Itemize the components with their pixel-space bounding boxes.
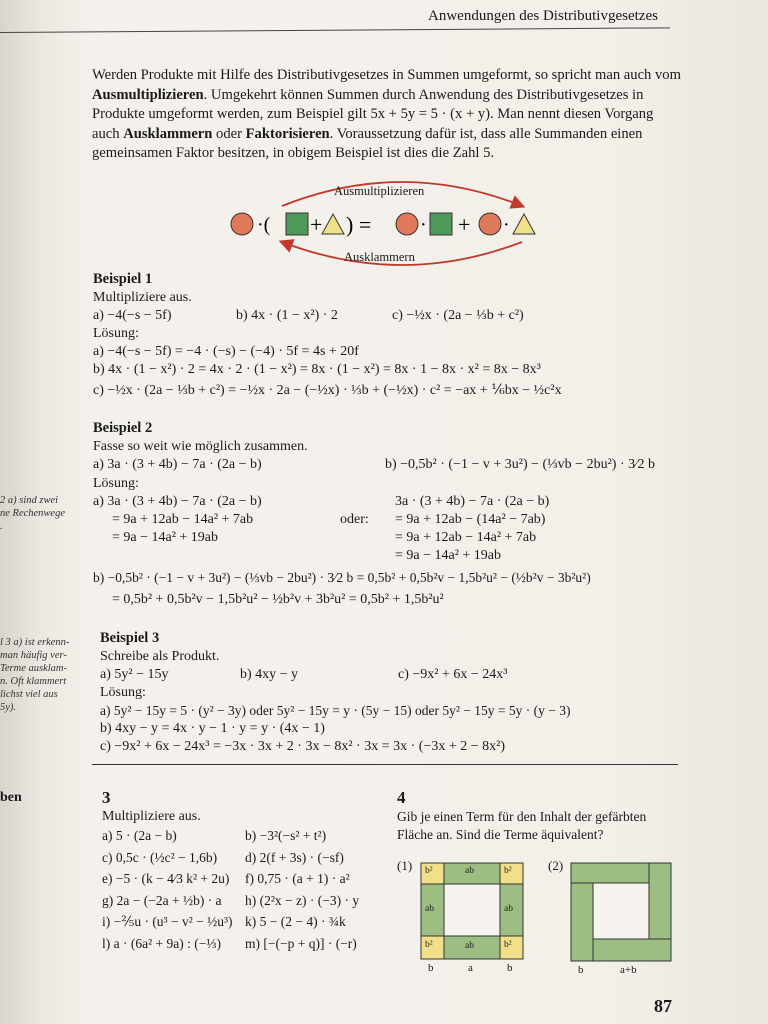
fig2-axis-ab: a+b: [620, 964, 637, 976]
circle-shape-2: [396, 213, 418, 235]
task3-title: Multipliziere aus.: [102, 809, 201, 824]
beispiel1-b: b) 4x · (1 − x²) · 2: [236, 308, 338, 323]
beispiel2-solution-b2: = 0,5b² + 0,5b²v − 1,5b²u² − ½b²v + 3b²u² = 0,5b² + 1,5b²u²: [112, 592, 444, 607]
beispiel3-b: b) 4xy − y: [240, 667, 299, 682]
beispiel2-solution-b1: b) −0,5b² · (−1 − v + 3u²) − (⅓vb − 2bu²) · 3⁄2 b = 0,5b² + 0,5b²v − 1,5b²u² − (½b²v − 3b²u²): [93, 570, 591, 585]
task3-row: e) −5 · (k − 4⁄3 k² + 2u) f) 0,75 · (a + 1) · a²: [102, 871, 350, 886]
task4-title: Gib je einen Term für den Inhalt der gefärbten Fläche an. Sind die Terme äquivalent?: [397, 809, 647, 842]
svg-text:) =: ) =: [346, 212, 372, 237]
figure-2-svg: [570, 862, 672, 962]
beispiel2-r4: = 9a − 14a² + 19ab: [395, 548, 502, 563]
fig1-ab-top: ab: [465, 866, 474, 876]
beispiel1-solution-a: a) −4(−s − 5f) = −4 · (−s) − (−4) · 5f = 4s + 20f: [93, 344, 359, 359]
intro-paragraph: Werden Produkte mit Hilfe des Distributivgesetzes in Summen umgeformt, so spricht man auch vom Ausmultiplizieren. Umgekehrt können Summen durch Anwendung des Distributivgesetzes in Produkte umgeformt werden, zum Beispiel gilt 5x + 5y = 5 · (x + y). Man nennt diesen Vorgang auch Ausklammern oder Faktorisieren. Voraussetzung dafür ist, dass alle Summanden einen gemeinsamen Faktor besitzen, in obigem Beispiel ist dies die Zahl 5.: [92, 67, 681, 161]
margin-tab-label: ben: [0, 790, 22, 805]
fig1-b2-tl: b²: [425, 866, 433, 876]
figure-2: [570, 862, 672, 962]
fig1-axis-a: a: [468, 962, 473, 974]
beispiel3-title: Beispiel 3: [100, 630, 160, 646]
task3-row: a) 5 · (2a − b) b) −3²(−s² + t²): [102, 828, 327, 843]
fig1-ab-bottom: ab: [465, 941, 474, 951]
task3-number: 3: [102, 788, 111, 807]
beispiel1-c: c) −½x · (2a − ⅓b + c²): [392, 308, 524, 323]
fig1-b2-bl: b²: [425, 940, 433, 950]
beispiel3-solution-b: b) 4xy − y = 4x · y − 1 · y = y · (4x − 1): [100, 721, 325, 736]
running-head: Anwendungen des Distributivgesetzes: [428, 8, 658, 24]
square-shape: [286, 213, 308, 235]
beispiel1-solution-b: b) 4x · (1 − x²) · 2 = 4x · 2 · (1 − x²) = 8x · (1 − x²) = 8x · 1 − 8x · x² = 8x − 8x³: [93, 362, 541, 377]
label-ausklammern: Ausklammern: [344, 250, 415, 264]
margin-note-2: l 3 a) ist erkenn- man häufig ver- Terme ausklam- n. Oft klammert lichst viel aus 5y).: [0, 637, 70, 713]
beispiel3-solution-a: a) 5y² − 15y = 5 · (y² − 3y) oder 5y² − 15y = y · (5y − 15) oder 5y² − 15y = 5y · (y − 3): [100, 703, 571, 718]
task3-row: l) a · (6a² + 9a) : (−⅓) m) [−(−p + q)] · (−r): [102, 935, 357, 951]
fig2-label: (2): [548, 858, 564, 873]
fig1-ab-left: ab: [425, 904, 434, 914]
header-rule: [0, 27, 670, 33]
circle-shape-3: [479, 213, 501, 235]
fig1-axis-b-right: b: [507, 962, 513, 974]
task3-row: c) 0,5c · (½c² − 1,6b) d) 2(f + 3s) · (−sf): [102, 849, 344, 865]
fig1-b2-br: b²: [504, 940, 512, 950]
fig1-ab-right: ab: [504, 904, 513, 914]
label-ausmultiplizieren: Ausmultiplizieren: [334, 184, 425, 198]
svg-text:·: ·: [503, 214, 510, 236]
beispiel2-b: b) −0,5b² · (−1 − v + 3u²) − (⅓vb − 2bu²) · 3⁄2 b: [385, 457, 655, 472]
task3-row: i) −⅖u · (u³ − v² − ½u³) k) 5 − (2 − 4) · ¾k: [102, 914, 346, 929]
beispiel2-l3: = 9a − 14a² + 19ab: [112, 530, 219, 545]
task3-list: [102, 828, 359, 957]
fig2-axis-b: b: [578, 964, 584, 976]
fig1-label: (1): [397, 858, 413, 873]
task4-number: 4: [397, 788, 406, 807]
beispiel2-l2: = 9a + 12ab − 14a² + 7ab: [112, 512, 254, 527]
beispiel2-r2: = 9a + 12ab − (14a² − 7ab): [395, 512, 546, 527]
svg-text:·: ·: [420, 214, 427, 236]
svg-text:+: +: [458, 212, 471, 237]
svg-text:+: +: [310, 212, 323, 237]
beispiel2-r3: = 9a + 12ab − 14a² + 7ab: [395, 530, 537, 545]
beispiel2-task: Fasse so weit wie möglich zusammen.: [93, 439, 308, 454]
fig1-axis-b-left: b: [428, 962, 434, 974]
beispiel2-oder: oder:: [340, 512, 369, 527]
beispiel2-l1: a) 3a · (3 + 4b) − 7a · (2a − b): [93, 494, 262, 509]
beispiel1-title: Beispiel 1: [93, 271, 153, 287]
task3-row: g) 2a − (−2a + ½b) · a h) (2²x − z) · (−3) · y: [102, 892, 360, 908]
beispiel1-loesung: Lösung:: [93, 326, 139, 341]
fig1-b2-tr: b²: [504, 866, 512, 876]
beispiel2-loesung: Lösung:: [93, 476, 139, 491]
square-shape-2: [430, 213, 452, 235]
beispiel3-a: a) 5y² − 15y: [100, 667, 169, 682]
page-number: 87: [654, 996, 672, 1016]
circle-shape: [231, 213, 253, 235]
figure-1: [420, 862, 524, 960]
beispiel2-a: a) 3a · (3 + 4b) − 7a · (2a − b): [93, 457, 262, 472]
beispiel3-solution-c: c) −9x² + 6x − 24x³ = −3x · 3x + 2 · 3x − 8x² · 3x = 3x · (−3x + 2 − 8x²): [100, 739, 505, 754]
beispiel2-title: Beispiel 2: [93, 420, 153, 436]
beispiel3-c: c) −9x² + 6x − 24x³: [398, 667, 508, 682]
beispiel3-loesung: Lösung:: [100, 685, 146, 700]
triangle-shape-2: [513, 214, 535, 234]
beispiel1-task: Multipliziere aus.: [93, 290, 192, 305]
beispiel1-solution-c: c) −½x · (2a − ⅓b + c²) = −½x · 2a − (−½x) · ⅓b + (−½x) · c² = −ax + ⅙bx − ½c²x: [93, 383, 562, 398]
svg-text:·(: ·(: [257, 214, 271, 236]
distributive-diagram: [222, 176, 592, 270]
triangle-shape: [322, 214, 344, 234]
beispiel3-task: Schreibe als Produkt.: [100, 649, 220, 664]
beispiel2-r1: 3a · (3 + 4b) − 7a · (2a − b): [395, 494, 550, 509]
margin-note-1: 2 a) sind zwei ne Rechenwege .: [0, 495, 66, 532]
beispiel1-a: a) −4(−s − 5f): [93, 308, 172, 323]
section-divider: [92, 764, 678, 765]
